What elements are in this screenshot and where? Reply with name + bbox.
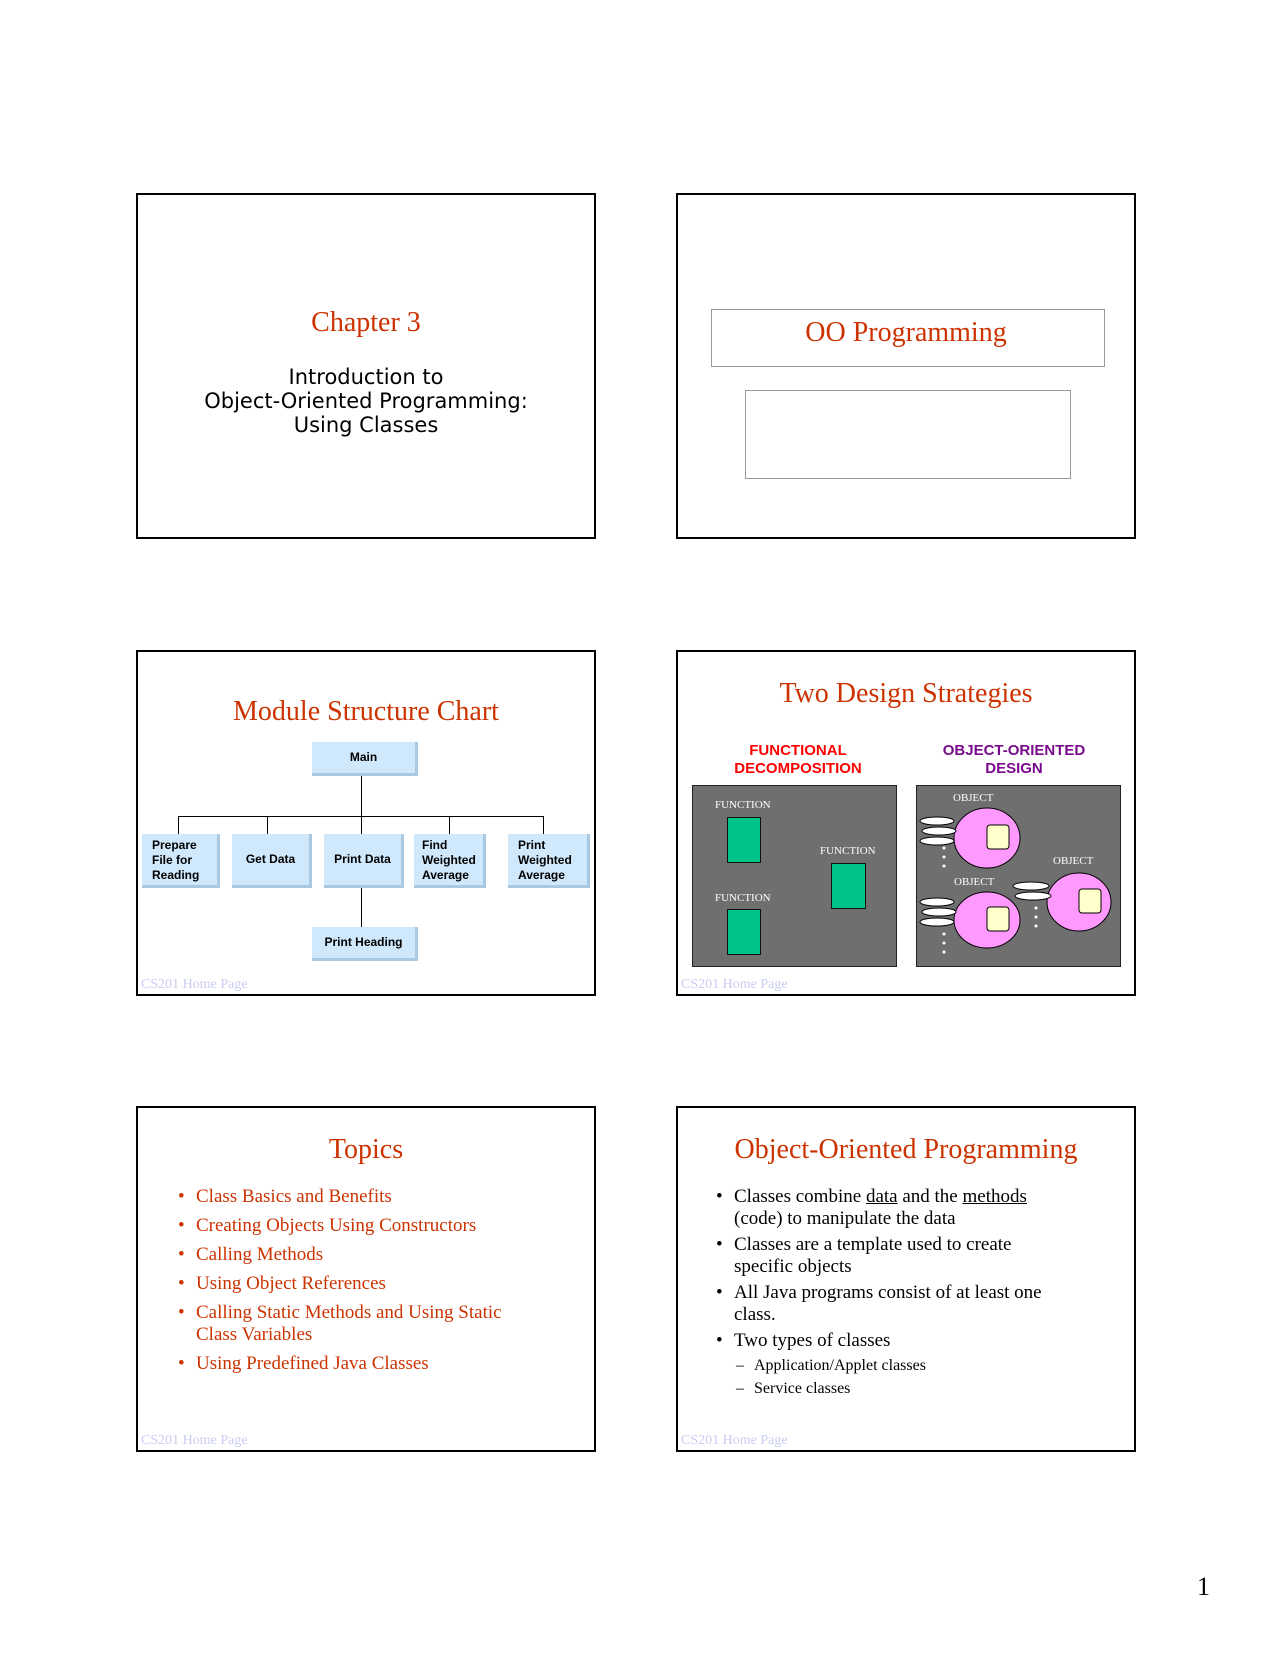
connector-4: [449, 816, 450, 834]
module-print-data: [324, 834, 404, 888]
connector-5: [543, 816, 544, 834]
object-label: OBJECT: [954, 876, 995, 888]
module-label-line: File for: [152, 853, 193, 867]
topics-list: [178, 1186, 558, 1382]
function-block: [727, 817, 761, 863]
footer-link[interactable]: CS201 Home Page: [681, 1433, 788, 1448]
module-label-line: Reading: [152, 868, 200, 882]
list-item: • All Java programs consist of at least one class.: [716, 1282, 1084, 1326]
sub-list-item: – Service classes: [734, 1379, 1096, 1399]
object-label: OBJECT: [1053, 855, 1094, 867]
module-label: Get Data: [245, 852, 296, 866]
keyword-methods: methods: [962, 1186, 1027, 1207]
list-item: [716, 1330, 1096, 1399]
oo-panel: [916, 785, 1121, 967]
connector-horizontal: [178, 816, 543, 817]
slide-title: Chapter 3: [311, 307, 421, 338]
slide-title: Module Structure Chart: [233, 696, 499, 727]
list-item: • Calling Static Methods and Using Static Class Variables: [178, 1302, 526, 1346]
footer-link[interactable]: CS201 Home Page: [681, 977, 788, 992]
list-item: • Using Predefined Java Classes: [178, 1353, 558, 1375]
list-item: • Using Object References: [178, 1273, 558, 1295]
object-top: [920, 808, 1020, 868]
module-print-heading: [312, 927, 418, 961]
list-item: • Class Basics and Benefits: [178, 1186, 558, 1208]
function-label: FUNCTION: [715, 799, 771, 811]
module-main-label: Main: [349, 750, 378, 764]
object-right: [1013, 873, 1111, 931]
slide-title: Object-Oriented Programming: [734, 1134, 1078, 1165]
object-label: OBJECT: [953, 792, 994, 804]
functional-header-line1: FUNCTIONAL: [749, 742, 847, 759]
slide-title: Two Design Strategies: [779, 678, 1033, 709]
sub-list: [734, 1356, 1096, 1399]
module-label-line: Find: [422, 838, 448, 852]
module-label-line: Prepare: [152, 838, 197, 852]
module-label-line: Weighted: [518, 853, 572, 867]
footer-link[interactable]: CS201 Home Page: [141, 1433, 248, 1448]
text: and the: [897, 1186, 963, 1207]
connector-1: [178, 816, 179, 834]
oo-header-line1: OBJECT-ORIENTED: [942, 742, 1086, 759]
functional-header: [718, 742, 878, 778]
module-print-weighted-average: [508, 834, 590, 888]
module-prepare-file: [142, 834, 220, 888]
text: Two types of classes: [734, 1330, 891, 1351]
empty-content-box: [745, 390, 1071, 479]
function-block: [831, 863, 866, 909]
oo-header-line2: DESIGN: [985, 760, 1043, 777]
oo-header: [924, 742, 1104, 778]
slide-topics: [136, 1106, 596, 1452]
module-label-line: Average: [422, 868, 469, 882]
slide-oo-programming: [676, 193, 1136, 539]
slide-object-oriented-programming: [676, 1106, 1136, 1452]
subtitle-line-3: Using Classes: [293, 413, 439, 437]
slide-two-design-strategies: [676, 650, 1136, 996]
slide-title: Topics: [328, 1134, 404, 1165]
slide-module-structure-chart: [136, 650, 596, 996]
sub-list-item: – Application/Applet classes: [734, 1356, 1096, 1376]
function-label: FUNCTION: [715, 892, 771, 904]
list-item: • Creating Objects Using Constructors: [178, 1215, 558, 1237]
function-label: FUNCTION: [820, 845, 876, 857]
subtitle-line-2: Object-Oriented Programming:: [204, 389, 528, 413]
connector-2: [267, 816, 268, 834]
oo-bullet-list: [716, 1186, 1096, 1403]
connector-print-heading: [361, 888, 362, 928]
slide-chapter-3: [136, 193, 596, 539]
function-block: [727, 909, 761, 955]
module-label: Print Data: [334, 852, 391, 866]
oo-objects-graphic: [917, 786, 1120, 966]
list-item: [716, 1186, 1064, 1230]
module-label: Print Heading: [324, 935, 403, 949]
module-label-line: Weighted: [422, 853, 476, 867]
object-middle: [920, 892, 1020, 954]
text: (code) to manipulate the data: [734, 1208, 956, 1229]
slide-title: OO Programming: [805, 317, 1007, 348]
functional-panel: [692, 785, 897, 967]
footer-link[interactable]: CS201 Home Page: [141, 977, 248, 992]
module-label-line: Print: [518, 838, 546, 852]
module-find-weighted-average: [414, 834, 486, 888]
text: Classes combine: [734, 1186, 866, 1207]
list-item: • Calling Methods: [178, 1244, 558, 1266]
module-label-line: Average: [518, 868, 565, 882]
module-main: [312, 742, 418, 776]
list-item: • Classes are a template used to create specific objects: [716, 1234, 1064, 1278]
subtitle-line-1: Introduction to: [288, 365, 444, 389]
functional-header-line2: DECOMPOSITION: [734, 760, 862, 777]
page-number: 1: [1197, 1572, 1210, 1601]
module-get-data: [232, 834, 312, 888]
keyword-data: data: [865, 1186, 898, 1207]
